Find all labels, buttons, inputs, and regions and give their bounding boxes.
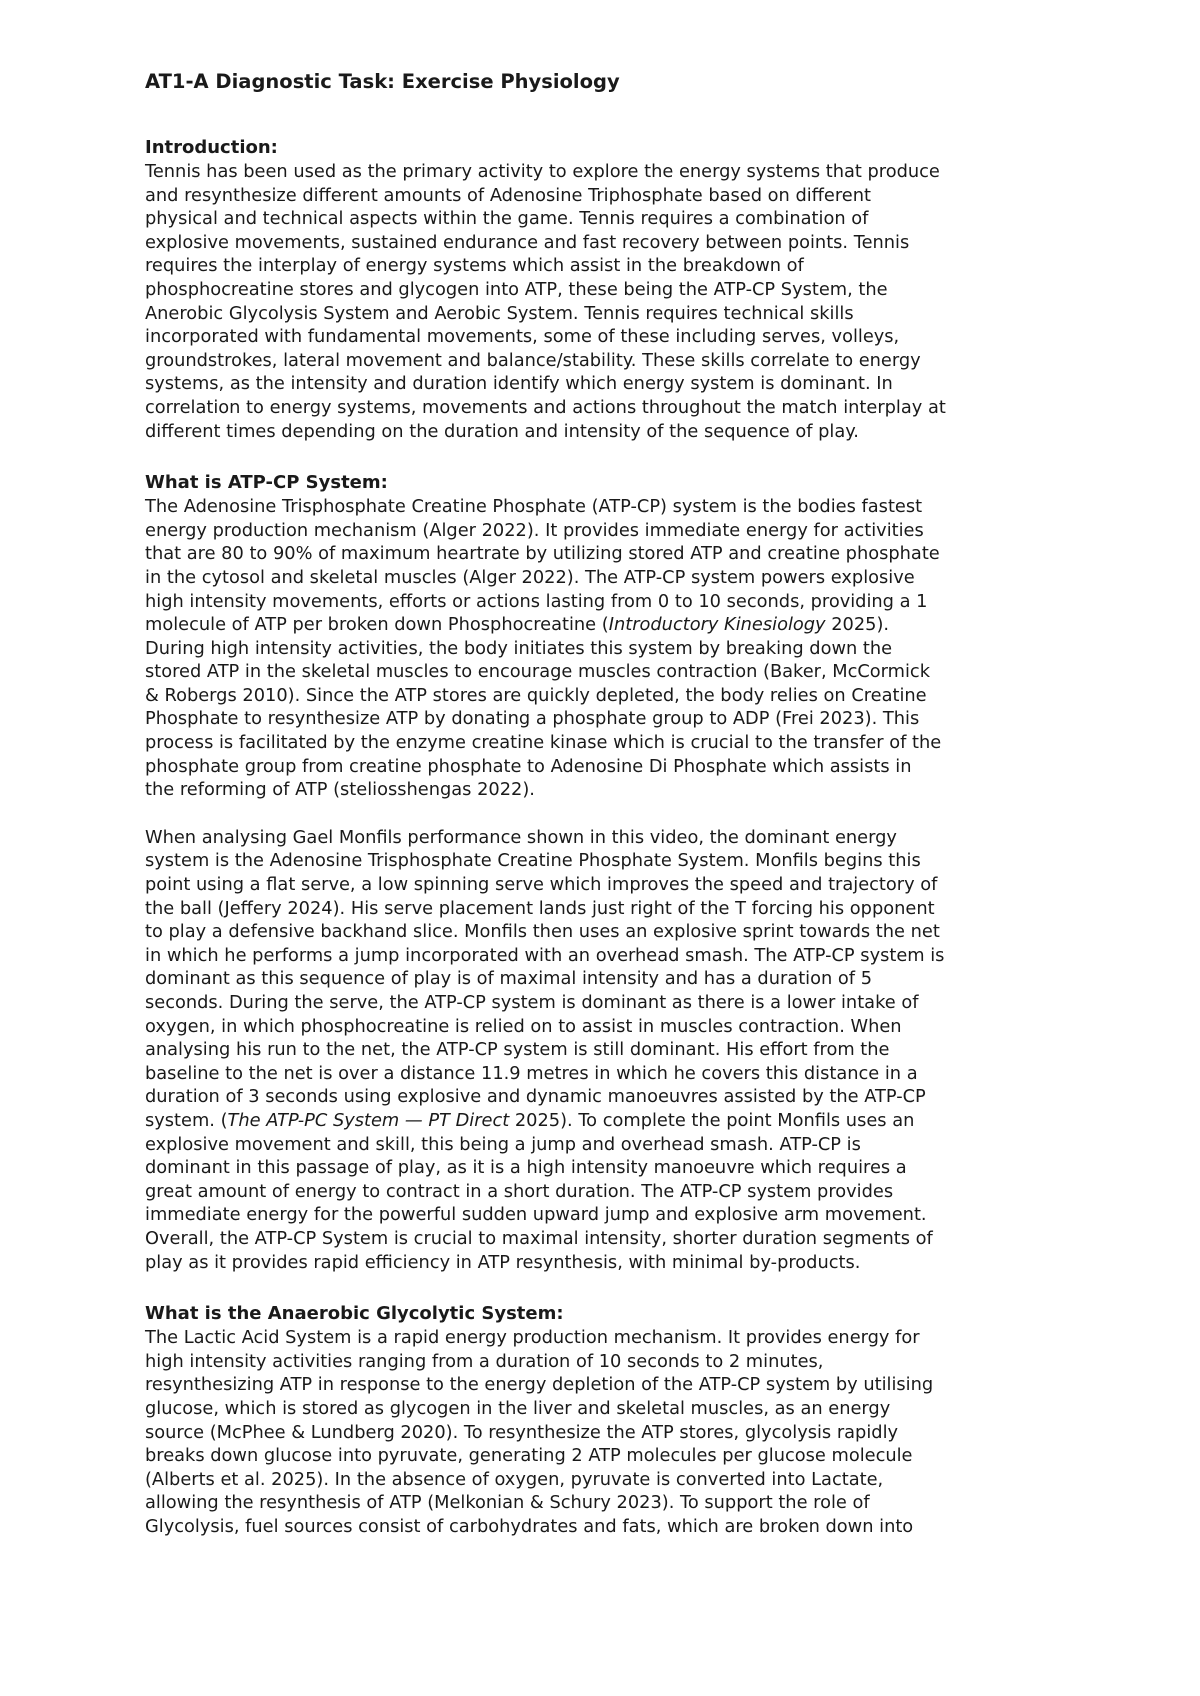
section-introduction (145, 136, 1075, 443)
text-segment: Phosphate to resynthesize ATP by donating a phosphate group to ADP (Frei 2023). This (145, 708, 920, 730)
text-segment: that are 80 to 90% of maximum heartrate by utilizing stored ATP and creatine phosphate (145, 543, 940, 565)
paragraph (145, 495, 1075, 802)
text-line (145, 1251, 1075, 1275)
text-line (145, 849, 1075, 873)
text-line (145, 1038, 1075, 1062)
citation-title-italic: Introductory Kinesiology (608, 614, 826, 636)
text-segment: duration of 3 seconds using explosive and dynamic manoeuvres assisted by the ATP-CP (145, 1086, 926, 1108)
text-segment: in which he performs a jump incorporated with an overhead smash. The ATP-CP system is (145, 944, 945, 966)
text-line (145, 755, 1075, 779)
text-line (145, 1085, 1075, 1109)
text-line (145, 873, 1075, 897)
text-segment: 2025). (825, 614, 890, 636)
text-line (145, 566, 1075, 590)
text-line (145, 731, 1075, 755)
text-segment: Glycolysis, fuel sources consist of carbohydrates and fats, which are broken down into (145, 1515, 914, 1537)
text-line (145, 302, 1075, 326)
text-line (145, 967, 1075, 991)
citation-title-italic: The ATP-PC System — PT Direct (227, 1109, 510, 1131)
text-segment: high intensity activities ranging from a duration of 10 seconds to 2 minutes, (145, 1350, 824, 1372)
text-segment: explosive movement and skill, this being a jump and overhead smash. ATP-CP is (145, 1133, 861, 1155)
text-line (145, 1227, 1075, 1251)
text-segment: Tennis has been used as the primary activity to explore the energy systems that produce (145, 161, 940, 182)
text-segment: systems, as the intensity and duration identify which energy system is dominant. In (145, 373, 893, 395)
text-segment: energy production mechanism (Alger 2022). It provides immediate energy for activities (145, 519, 924, 541)
text-segment: allowing the resynthesis of ATP (Melkonian & Schury 2023). To support the role of (145, 1492, 870, 1514)
text-line (145, 1062, 1075, 1086)
text-segment: the ball (Jeffery 2024). His serve placement lands just right of the T forcing his opponent (145, 897, 935, 919)
text-line (145, 944, 1075, 968)
text-line (145, 1397, 1075, 1421)
text-line (145, 1444, 1075, 1468)
text-line (145, 495, 1075, 519)
text-line (145, 254, 1075, 278)
text-line (145, 1133, 1075, 1157)
text-segment: correlation to energy systems, movements and actions throughout the match interplay at (145, 396, 946, 418)
text-segment: baseline to the net is over a distance 11.9 metres in which he covers this distance in a (145, 1062, 918, 1084)
text-line (145, 1015, 1075, 1039)
text-segment: phosphate group from creatine phosphate to Adenosine Di Phosphate which assists in (145, 755, 912, 777)
text-line (145, 1203, 1075, 1227)
text-line (145, 420, 1075, 444)
text-segment: immediate energy for the powerful sudden upward jump and explosive arm movement. (145, 1204, 927, 1226)
text-line (145, 542, 1075, 566)
text-segment: source (McPhee & Lundberg 2020). To resynthesize the ATP stores, glycolysis rapidly (145, 1421, 899, 1443)
text-segment: The Adenosine Trisphosphate Creatine Phosphate (ATP-CP) system is the bodies fastest (145, 496, 923, 518)
text-line (145, 826, 1075, 850)
section-heading: Introduction: (145, 137, 278, 158)
text-segment: 2025). To complete the point Monfils uses an (509, 1109, 915, 1131)
text-line (145, 278, 1075, 302)
text-segment: (Alberts et al. 2025). In the absence of oxygen, pyruvate is converted into Lactate, (145, 1468, 884, 1490)
text-line (145, 991, 1075, 1015)
text-line (145, 1491, 1075, 1515)
text-segment: When analysing Gael Monfils performance shown in this video, the dominant energy (145, 826, 897, 848)
text-line (145, 1468, 1075, 1492)
text-line (145, 920, 1075, 944)
section-heading: What is the Anaerobic Glycolytic System: (145, 1303, 564, 1325)
text-segment: in the cytosol and skeletal muscles (Alger 2022). The ATP-CP system powers explosive (145, 566, 915, 588)
text-line (145, 897, 1075, 921)
section-anaerobic-glycolytic (145, 1302, 1075, 1538)
text-line (145, 1109, 1075, 1133)
text-segment: analysing his run to the net, the ATP-CP system is still dominant. His effort from the (145, 1039, 890, 1061)
text-segment: dominant in this passage of play, as it is a high intensity manoeuvre which requires a (145, 1157, 907, 1179)
text-line (145, 207, 1075, 231)
text-segment: great amount of energy to contract in a short duration. The ATP-CP system provides (145, 1180, 894, 1202)
text-line (145, 325, 1075, 349)
text-line (145, 372, 1075, 396)
text-segment: and resynthesize different amounts of Adenosine Triphosphate based on different (145, 184, 871, 206)
text-line (145, 1326, 1075, 1350)
text-segment: During high intensity activities, the body initiates this system by breaking down the (145, 637, 893, 659)
text-segment: breaks down glucose into pyruvate, generating 2 ATP molecules per glucose molecule (145, 1445, 913, 1467)
text-segment: the reforming of ATP (steliosshengas 2022). (145, 779, 535, 801)
text-segment: groundstrokes, lateral movement and balance/stability. These skills correlate to energy (145, 349, 921, 371)
text-line (145, 1180, 1075, 1204)
text-segment: seconds. During the serve, the ATP-CP system is dominant as there is a lower intake of (145, 992, 919, 1013)
text-segment: molecule of ATP per broken down Phosphocreatine ( (145, 614, 609, 636)
text-line (145, 1350, 1075, 1374)
text-line (145, 684, 1075, 708)
text-line (145, 160, 1075, 184)
text-segment: dominant as this sequence of play is of maximal intensity and has a duration of 5 (145, 968, 873, 990)
text-line (145, 519, 1075, 543)
text-segment: point using a flat serve, a low spinning serve which improves the speed and trajectory of (145, 874, 938, 896)
text-segment: The Lactic Acid System is a rapid energy production mechanism. It provides energy for (145, 1327, 920, 1349)
text-segment: different times depending on the duration and intensity of the sequence of play. (145, 420, 859, 442)
text-line (145, 660, 1075, 684)
text-segment: stored ATP in the skeletal muscles to encourage muscles contraction (Baker, McCormick (145, 661, 930, 683)
text-segment: process is facilitated by the enzyme creatine kinase which is crucial to the transfer of the (145, 732, 942, 754)
paragraph (145, 160, 1075, 443)
text-segment: oxygen, in which phosphocreatine is relied on to assist in muscles contraction. When (145, 1015, 902, 1037)
text-line (145, 590, 1075, 614)
text-line (145, 1373, 1075, 1397)
text-segment: explosive movements, sustained endurance and fast recovery between points. Tennis (145, 231, 910, 253)
text-segment: phosphocreatine stores and glycogen into ATP, these being the ATP-CP System, the (145, 278, 888, 300)
text-line (145, 184, 1075, 208)
text-line (145, 1421, 1075, 1445)
text-line (145, 231, 1075, 255)
text-segment: Overall, the ATP-CP System is crucial to maximal intensity, shorter duration segments of (145, 1227, 933, 1249)
text-segment: resynthesizing ATP in response to the energy depletion of the ATP-CP system by utilising (145, 1374, 934, 1396)
text-line (145, 1156, 1075, 1180)
text-line (145, 396, 1075, 420)
text-line (145, 1515, 1075, 1539)
text-line (145, 778, 1075, 802)
text-segment: system is the Adenosine Trisphosphate Creatine Phosphate System. Monfils begins this (145, 850, 921, 872)
text-segment: incorporated with fundamental movements, some of these including serves, volleys, (145, 326, 900, 348)
paragraph (145, 1326, 1075, 1538)
text-line (145, 613, 1075, 637)
text-segment: physical and technical aspects within the game. Tennis requires a combination of (145, 208, 869, 230)
text-line (145, 707, 1075, 731)
section-atp-cp (145, 471, 1075, 1274)
document-body (145, 68, 1075, 1566)
document-title: AT1-A Diagnostic Task: Exercise Physiology (145, 70, 620, 93)
sections-container (145, 136, 1075, 1538)
paragraph (145, 826, 1075, 1274)
text-segment: play as it provides rapid efficiency in ATP resynthesis, with minimal by-products. (145, 1251, 861, 1273)
text-segment: Anerobic Glycolysis System and Aerobic System. Tennis requires technical skills (145, 302, 854, 324)
text-segment: system. ( (145, 1109, 228, 1131)
section-heading: What is ATP-CP System: (145, 472, 388, 494)
text-segment: & Robergs 2010). Since the ATP stores are quickly depleted, the body relies on Creatine (145, 684, 927, 706)
text-segment: high intensity movements, efforts or actions lasting from 0 to 10 seconds, providing a 1 (145, 590, 928, 612)
text-segment: glucose, which is stored as glycogen in the liver and skeletal muscles, as an energy (145, 1397, 891, 1419)
text-line (145, 637, 1075, 661)
text-segment: requires the interplay of energy systems which assist in the breakdown of (145, 255, 804, 277)
text-line (145, 349, 1075, 373)
text-segment: to play a defensive backhand slice. Monfils then uses an explosive sprint towards the net (145, 921, 940, 943)
